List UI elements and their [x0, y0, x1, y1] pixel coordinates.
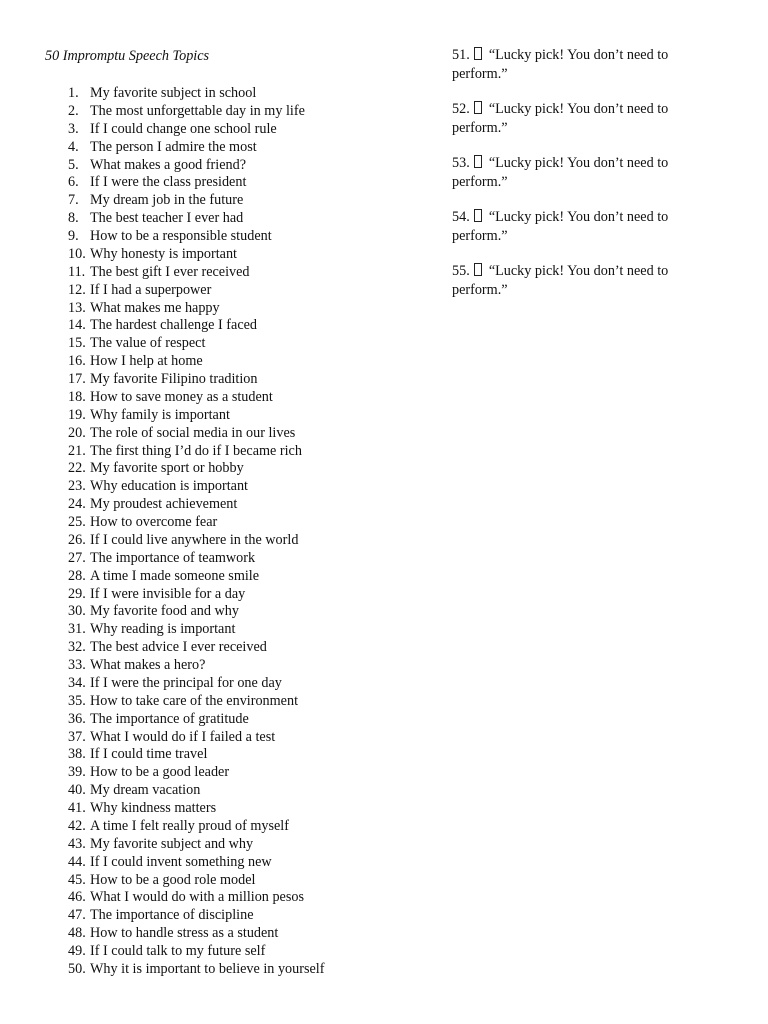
topic-number: 50. — [68, 960, 86, 977]
topic-item — [68, 139, 324, 157]
topic-text: My favorite sport or hobby — [90, 460, 244, 477]
topic-item — [68, 907, 324, 925]
topic-item — [68, 800, 324, 818]
topic-number: 17. — [68, 371, 86, 387]
topic-text: The value of respect — [90, 335, 206, 352]
topic-number: 13. — [68, 299, 86, 316]
topic-text: If I could talk to my future self — [90, 943, 266, 959]
topic-item — [68, 121, 324, 139]
bonus-text: “Lucky pick! You don’t need to perform.” — [452, 101, 669, 136]
topic-item — [68, 943, 324, 961]
bonus-text: “Lucky pick! You don’t need to perform.” — [452, 47, 669, 82]
topic-item — [68, 657, 324, 675]
topic-number: 30. — [68, 603, 86, 620]
topic-number: 49. — [68, 943, 86, 959]
topic-number: 31. — [68, 621, 86, 638]
topic-text: My dream vacation — [90, 782, 201, 799]
topic-item — [68, 603, 324, 621]
topic-number: 18. — [68, 388, 86, 405]
topic-number: 26. — [68, 531, 86, 548]
topic-text: Why honesty is important — [90, 245, 237, 262]
topic-text: If I were invisible for a day — [90, 585, 246, 602]
topic-item — [68, 192, 324, 210]
topic-text: How to save money as a student — [90, 388, 273, 405]
topic-item — [68, 729, 324, 747]
topic-number: 25. — [68, 514, 86, 530]
topic-number: 21. — [68, 442, 86, 459]
topic-item — [68, 157, 324, 175]
topic-text: What I would do with a million pesos — [90, 889, 304, 906]
topic-text: How to overcome fear — [90, 514, 218, 530]
topic-text: The importance of teamwork — [90, 549, 256, 566]
topic-item — [68, 854, 324, 872]
topic-item — [68, 872, 324, 890]
topic-text: How I help at home — [90, 353, 203, 370]
topic-number: 22. — [68, 460, 86, 477]
topic-item — [68, 514, 324, 532]
topic-text: If I had a superpower — [90, 281, 212, 298]
topic-number: 3. — [68, 120, 79, 137]
topic-number: 34. — [68, 674, 86, 691]
bonus-number: 52. — [452, 101, 470, 117]
bonus-item — [452, 154, 702, 191]
topic-number: 8. — [68, 210, 79, 227]
topic-text: Why reading is important — [90, 621, 236, 638]
topic-number: 24. — [68, 496, 86, 513]
topic-text: Why family is important — [90, 406, 230, 423]
topic-number: 7. — [68, 192, 79, 209]
topic-text: The best teacher I ever had — [90, 210, 244, 227]
topic-text: Why it is important to believe in yourself — [90, 960, 325, 977]
topic-text: If I were the class president — [90, 174, 247, 191]
topic-text: The first thing I’d do if I became rich — [90, 442, 302, 459]
missing-glyph-box-icon — [474, 209, 482, 222]
topic-item — [68, 443, 324, 461]
topic-number: 27. — [68, 549, 86, 566]
topic-text: A time I felt really proud of myself — [90, 817, 289, 834]
topic-number: 44. — [68, 853, 86, 870]
topic-item — [68, 335, 324, 353]
topic-item — [68, 621, 324, 639]
topic-item — [68, 282, 324, 300]
topic-text: The best gift I ever received — [90, 263, 250, 280]
topic-number: 40. — [68, 782, 86, 799]
topic-item — [68, 317, 324, 335]
topic-text: My favorite subject and why — [90, 835, 254, 852]
topic-item — [68, 496, 324, 514]
topic-number: 45. — [68, 871, 86, 888]
topic-text: Why kindness matters — [90, 800, 217, 816]
topic-number: 42. — [68, 817, 86, 834]
topic-item — [68, 961, 324, 979]
topic-item — [68, 85, 324, 103]
topic-number: 2. — [68, 102, 79, 119]
topic-number: 48. — [68, 925, 86, 942]
topic-number: 12. — [68, 281, 86, 298]
topic-item — [68, 568, 324, 586]
topic-number: 35. — [68, 692, 86, 709]
topic-text: A time I made someone smile — [90, 567, 260, 584]
topic-text: Why education is important — [90, 478, 248, 495]
topic-item — [68, 818, 324, 836]
topic-item — [68, 532, 324, 550]
topic-text: If I could invent something new — [90, 853, 272, 870]
missing-glyph-box-icon — [474, 101, 482, 114]
bonus-number: 54. — [452, 209, 470, 225]
topic-text: My favorite food and why — [90, 603, 239, 620]
topic-number: 47. — [68, 907, 86, 924]
bonus-text: “Lucky pick! You don’t need to perform.” — [452, 209, 669, 244]
topic-item — [68, 746, 324, 764]
topic-number: 14. — [68, 317, 86, 334]
topic-text: How to be a good leader — [90, 764, 230, 781]
topic-number: 5. — [68, 156, 79, 173]
topic-list — [68, 85, 324, 979]
topic-item — [68, 550, 324, 568]
topic-number: 9. — [68, 228, 79, 244]
topic-text: The hardest challenge I faced — [90, 317, 258, 334]
topic-text: How to be a good role model — [90, 871, 256, 888]
topic-item — [68, 103, 324, 121]
topic-item — [68, 478, 324, 496]
topic-text: The importance of discipline — [90, 907, 254, 924]
topic-number: 19. — [68, 406, 86, 423]
bonus-text: “Lucky pick! You don’t need to perform.” — [452, 263, 669, 298]
topic-text: The role of social media in our lives — [90, 424, 296, 441]
topic-text: If I could live anywhere in the world — [90, 531, 299, 548]
topic-item — [68, 389, 324, 407]
bonus-item — [452, 100, 702, 137]
bonus-number: 53. — [452, 155, 470, 171]
topic-number: 11. — [68, 263, 86, 280]
topic-number: 16. — [68, 353, 86, 370]
topic-item — [68, 889, 324, 907]
topic-item — [68, 586, 324, 604]
topic-text: My dream job in the future — [90, 192, 244, 209]
topic-number: 29. — [68, 585, 86, 602]
topic-number: 41. — [68, 800, 86, 816]
topic-number: 39. — [68, 764, 86, 781]
missing-glyph-box-icon — [474, 155, 482, 168]
topic-text: How to be a responsible student — [90, 228, 272, 244]
topic-text: The best advice I ever received — [90, 639, 267, 656]
topic-item — [68, 264, 324, 282]
missing-glyph-box-icon — [474, 47, 482, 60]
topic-item — [68, 925, 324, 943]
topic-item — [68, 711, 324, 729]
bonus-item — [452, 208, 702, 245]
topic-item — [68, 764, 324, 782]
topic-text: What I would do if I failed a test — [90, 728, 276, 745]
topic-text: What makes a hero? — [90, 657, 206, 673]
topic-number: 1. — [68, 85, 79, 101]
topic-text: How to handle stress as a student — [90, 925, 279, 942]
missing-glyph-box-icon — [474, 263, 482, 276]
topic-item — [68, 693, 324, 711]
topic-number: 23. — [68, 478, 86, 495]
topic-item — [68, 353, 324, 371]
topic-number: 36. — [68, 710, 86, 727]
topic-number: 4. — [68, 138, 79, 155]
topic-item — [68, 460, 324, 478]
topic-text: If I could time travel — [90, 746, 208, 763]
bonus-list — [452, 46, 702, 316]
topic-number: 20. — [68, 424, 86, 441]
topic-number: 43. — [68, 835, 86, 852]
topic-item — [68, 210, 324, 228]
topic-text: If I could change one school rule — [90, 120, 277, 137]
topic-item — [68, 300, 324, 318]
topic-item — [68, 675, 324, 693]
topic-number: 6. — [68, 174, 79, 191]
topic-item — [68, 228, 324, 246]
topic-text: The person I admire the most — [90, 138, 257, 155]
topic-text: What makes a good friend? — [90, 156, 247, 173]
topic-text: The importance of gratitude — [90, 710, 249, 727]
topic-item — [68, 425, 324, 443]
topic-text: My favorite Filipino tradition — [90, 371, 258, 387]
topic-item — [68, 371, 324, 389]
topic-number: 38. — [68, 746, 86, 763]
topic-text: If I were the principal for one day — [90, 674, 282, 691]
topic-item — [68, 174, 324, 192]
topic-number: 46. — [68, 889, 86, 906]
topic-number: 15. — [68, 335, 86, 352]
topic-number: 28. — [68, 567, 86, 584]
topic-item — [68, 639, 324, 657]
topic-item — [68, 407, 324, 425]
topic-item — [68, 836, 324, 854]
bonus-number: 55. — [452, 263, 470, 279]
topic-text: My favorite subject in school — [90, 85, 257, 101]
topic-item — [68, 246, 324, 264]
topic-text: What makes me happy — [90, 299, 220, 316]
bonus-text: “Lucky pick! You don’t need to perform.” — [452, 155, 669, 190]
bonus-item — [452, 46, 702, 83]
topic-text: How to take care of the environment — [90, 692, 299, 709]
topic-text: My proudest achievement — [90, 496, 238, 513]
topic-number: 10. — [68, 245, 86, 262]
topic-number: 37. — [68, 728, 86, 745]
topic-number: 33. — [68, 657, 86, 673]
topic-item — [68, 782, 324, 800]
topic-text: The most unforgettable day in my life — [90, 102, 305, 119]
page-title: 50 Impromptu Speech Topics — [45, 48, 210, 64]
bonus-item — [452, 262, 702, 299]
topic-number: 32. — [68, 639, 86, 656]
bonus-number: 51. — [452, 47, 470, 63]
